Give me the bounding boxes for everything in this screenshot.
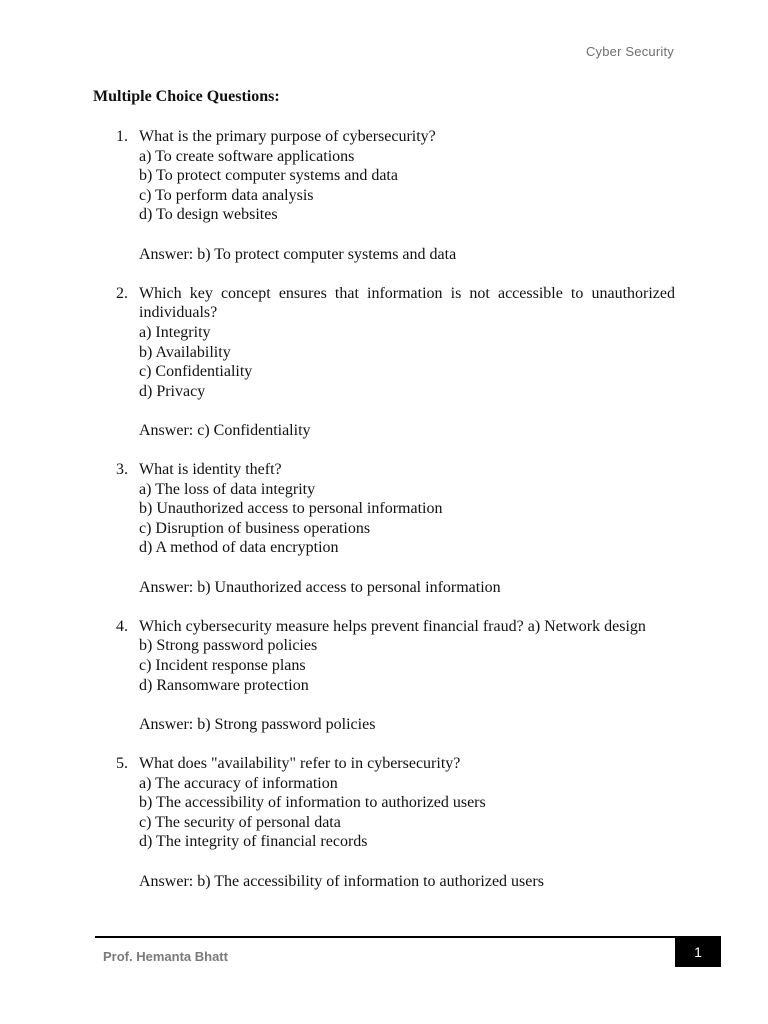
page-number: 1 (675, 937, 721, 967)
question-item (0, 754, 768, 891)
option-c: c) Incident response plans (139, 657, 306, 675)
option-d: d) A method of data encryption (139, 539, 339, 557)
section-heading: Multiple Choice Questions: (93, 88, 280, 105)
answer-text: Answer: c) Confidentiality (139, 421, 311, 439)
question-number: 3. (116, 461, 128, 479)
option-a: a) The loss of data integrity (139, 480, 316, 498)
option-b: b) Strong password policies (139, 637, 318, 655)
option-a: a) Integrity (139, 323, 211, 341)
answer-text: Answer: b) To protect computer systems and data (139, 245, 457, 263)
question-item (0, 460, 768, 597)
question-number: 2. (116, 284, 128, 302)
option-c: c) Disruption of business operations (139, 519, 371, 537)
question-number: 4. (116, 617, 128, 635)
question-text: Which key concept ensures that information is not accessible to unauthorized individuals? (139, 284, 675, 322)
question-text: What does "availability" refer to in cybersecurity? (139, 755, 461, 772)
option-d: d) The integrity of financial records (139, 833, 368, 851)
option-c: c) To perform data analysis (139, 186, 314, 204)
option-b: b) To protect computer systems and data (139, 167, 398, 185)
question-item (0, 127, 768, 264)
question-text: What is the primary purpose of cybersecurity? (139, 128, 436, 145)
option-d: d) Privacy (139, 382, 206, 400)
answer-text: Answer: b) The accessibility of information to authorized users (139, 872, 544, 890)
option-b: b) Unauthorized access to personal information (139, 500, 443, 518)
running-header: Cyber Security (585, 44, 674, 59)
question-number: 1. (116, 128, 128, 145)
question-body (139, 754, 675, 891)
question-item (0, 284, 768, 441)
option-d: d) Ransomware protection (139, 676, 309, 694)
question-body (139, 460, 675, 597)
question-item (0, 617, 768, 735)
option-c: c) Confidentiality (139, 363, 253, 381)
question-list (0, 127, 768, 911)
question-text: What is identity theft? (139, 461, 282, 479)
footer-author: Prof. Hemanta Bhatt (103, 949, 228, 964)
option-d: d) To design websites (139, 206, 278, 224)
footer-divider (95, 936, 721, 938)
answer-text: Answer: b) Unauthorized access to personal information (139, 578, 501, 596)
question-body (139, 617, 675, 735)
option-c: c) The security of personal data (139, 813, 341, 831)
question-body (139, 284, 675, 441)
answer-text: Answer: b) Strong password policies (139, 715, 376, 733)
option-a: a) The accuracy of information (139, 774, 338, 792)
option-a: a) To create software applications (139, 147, 355, 165)
question-text: Which cybersecurity measure helps prevent financial fraud? a) Network design (139, 617, 646, 635)
question-body (139, 127, 675, 264)
option-b: b) The accessibility of information to authorized users (139, 794, 486, 812)
option-b: b) Availability (139, 343, 231, 361)
question-number: 5. (116, 755, 128, 772)
